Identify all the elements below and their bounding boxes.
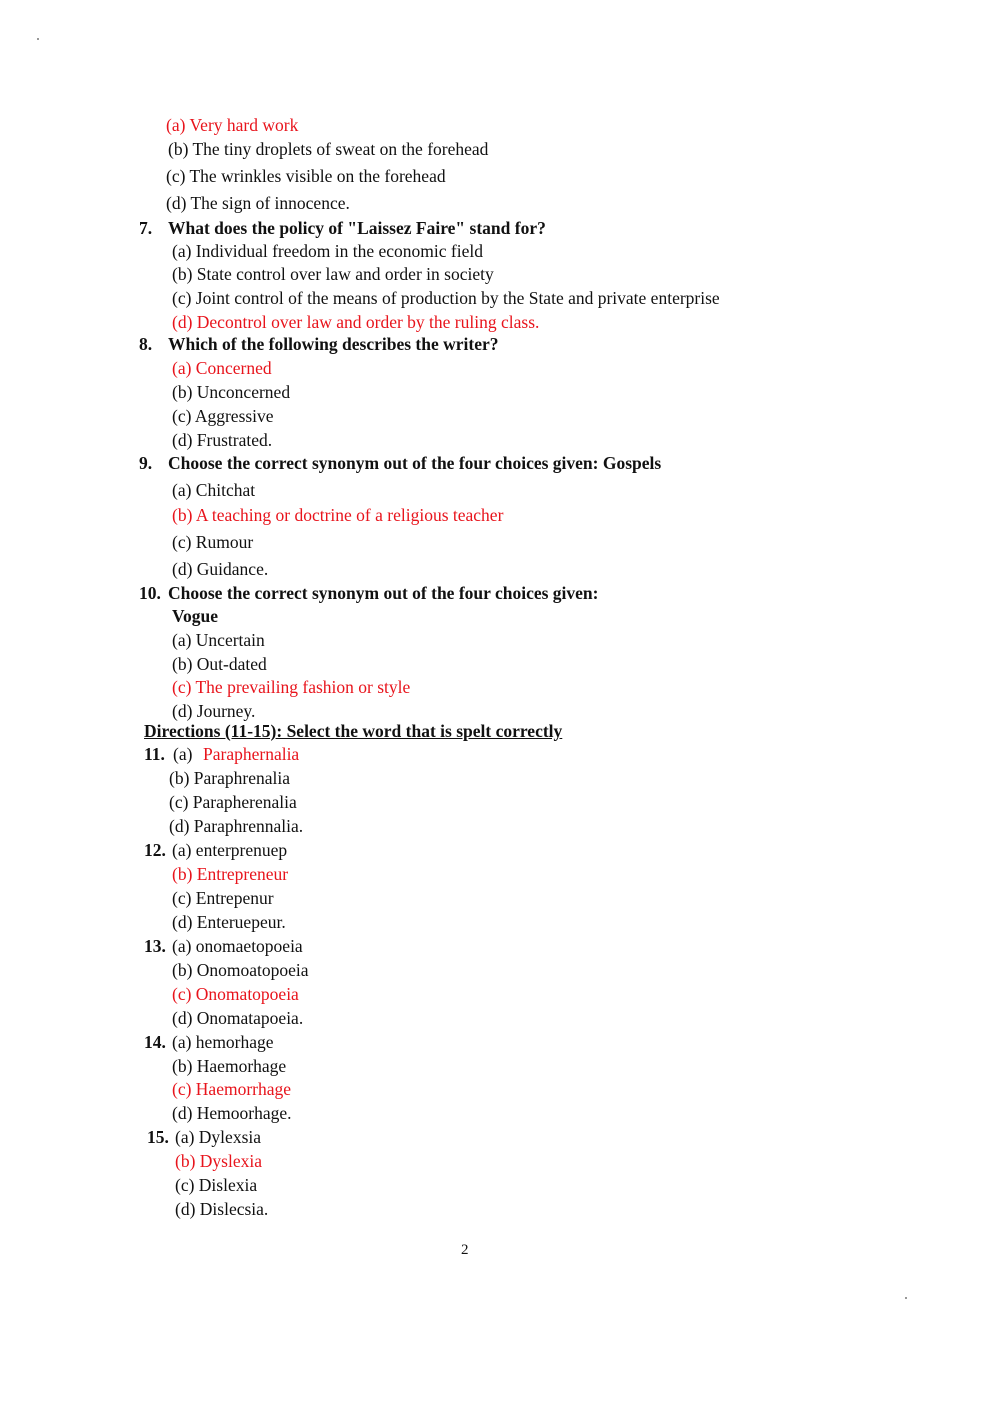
q7-question: What does the policy of "Laissez Faire" stand for? xyxy=(168,218,546,238)
q10-option-c: (c) The prevailing fashion or style xyxy=(172,677,411,697)
q7-number: 7. xyxy=(139,218,153,238)
q12-option-a: (a) enterprenuep xyxy=(172,840,288,860)
q6-option-c: (c) The wrinkles visible on the forehead xyxy=(166,166,446,186)
q11-option-d: (d) Paraphrennalia. xyxy=(169,816,304,836)
q15-option-d: (d) Dislecsia. xyxy=(175,1199,269,1219)
q6-option-d: (d) The sign of innocence. xyxy=(166,193,350,213)
q11-option-a-label: (a) xyxy=(173,744,193,764)
directions-heading: Directions (11-15): Select the word that is spelt correctly xyxy=(144,721,563,741)
q12-option-d: (d) Enteruepeur. xyxy=(172,912,286,932)
q10-word: Vogue xyxy=(172,606,219,626)
q13-option-b: (b) Onomoatopoeia xyxy=(172,960,309,980)
q13-option-d: (d) Onomatapoeia. xyxy=(172,1008,304,1028)
q14-option-b: (b) Haemorhage xyxy=(172,1056,287,1076)
q7-option-a: (a) Individual freedom in the economic field xyxy=(172,241,483,261)
q14-number: 14. xyxy=(144,1032,166,1052)
q9-option-b: (b) A teaching or doctrine of a religious teacher xyxy=(172,505,504,525)
q9-option-a: (a) Chitchat xyxy=(172,480,256,500)
q9-option-d: (d) Guidance. xyxy=(172,559,269,579)
scan-speck xyxy=(37,38,39,40)
q13-number: 13. xyxy=(144,936,166,956)
q10-number: 10. xyxy=(139,583,161,603)
q7-option-b: (b) State control over law and order in society xyxy=(172,264,494,284)
q9-number: 9. xyxy=(139,453,153,473)
q8-option-d: (d) Frustrated. xyxy=(172,430,273,450)
q6-option-a: (a) Very hard work xyxy=(166,115,299,135)
q9-option-c: (c) Rumour xyxy=(172,532,254,552)
scan-speck xyxy=(905,1297,907,1299)
q10-option-b: (b) Out-dated xyxy=(172,654,267,674)
q12-option-b: (b) Entrepreneur xyxy=(172,864,289,884)
q11-option-c: (c) Parapherenalia xyxy=(169,792,297,812)
q15-number: 15. xyxy=(147,1127,169,1147)
page-number: 2 xyxy=(461,1242,469,1258)
q7-option-d: (d) Decontrol over law and order by the ruling class. xyxy=(172,312,540,332)
q6-option-b: (b) The tiny droplets of sweat on the forehead xyxy=(168,139,489,159)
q11-option-b: (b) Paraphrenalia xyxy=(169,768,290,788)
q15-option-c: (c) Dislexia xyxy=(175,1175,258,1195)
q10-option-a: (a) Uncertain xyxy=(172,630,265,650)
q9-question: Choose the correct synonym out of the four choices given: Gospels xyxy=(168,453,662,473)
q7-option-c: (c) Joint control of the means of production by the State and private enterprise xyxy=(172,288,720,308)
q8-number: 8. xyxy=(139,334,153,354)
q14-option-d: (d) Hemoorhage. xyxy=(172,1103,292,1123)
q8-option-a: (a) Concerned xyxy=(172,358,272,378)
q11-option-a: Paraphernalia xyxy=(203,744,300,764)
q14-option-a: (a) hemorhage xyxy=(172,1032,274,1052)
q15-option-b: (b) Dyslexia xyxy=(175,1151,262,1171)
q13-option-c: (c) Onomatopoeia xyxy=(172,984,299,1004)
q12-number: 12. xyxy=(144,840,166,860)
q14-option-c: (c) Haemorrhage xyxy=(172,1079,292,1099)
q12-option-c: (c) Entrepenur xyxy=(172,888,274,908)
q15-option-a: (a) Dylexsia xyxy=(175,1127,262,1147)
q8-question: Which of the following describes the writer? xyxy=(168,334,499,354)
q13-option-a: (a) onomaetopoeia xyxy=(172,936,303,956)
q10-option-d: (d) Journey. xyxy=(172,701,256,721)
q10-question: Choose the correct synonym out of the four choices given: xyxy=(168,583,599,603)
q8-option-c: (c) Aggressive xyxy=(172,406,274,426)
q8-option-b: (b) Unconcerned xyxy=(172,382,291,402)
q11-number: 11. xyxy=(144,744,165,764)
